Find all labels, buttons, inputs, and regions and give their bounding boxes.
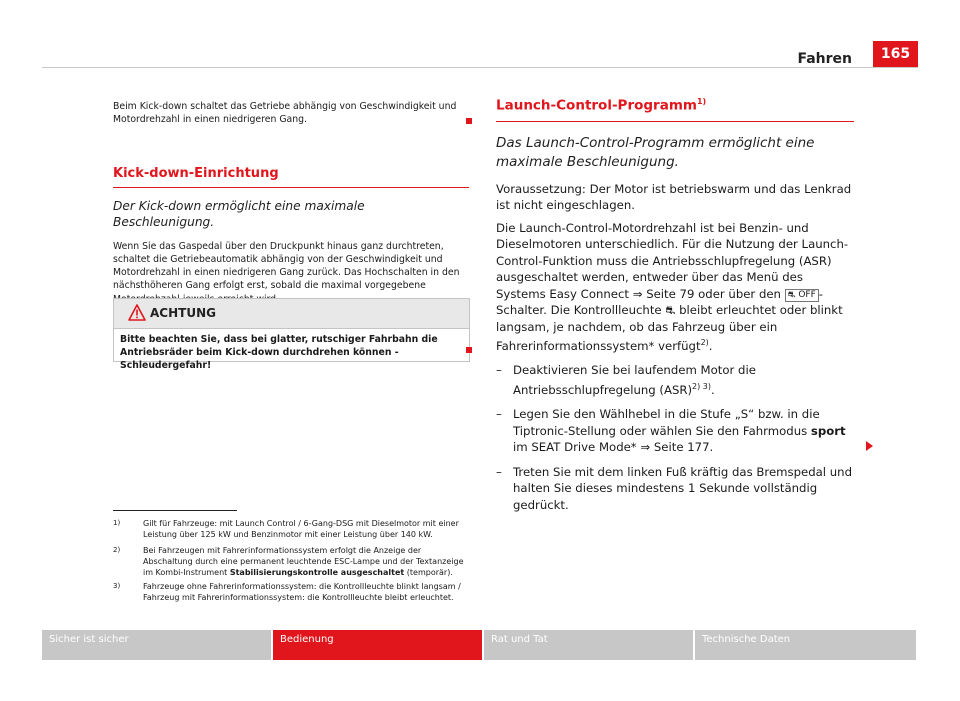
right-column — [496, 97, 854, 513]
step-3-text: Treten Sie mit dem linken Fuß kräftig das Bremspedal und halten Sie dieses mindestens 1 Sekunde vollständig gedrückt. — [513, 464, 853, 512]
footnote-2-text-b: (temporär). — [406, 568, 453, 577]
step-3 — [496, 464, 854, 514]
step-2-text-b: im SEAT Drive Mode* ⇒ Seite 177. — [513, 440, 714, 455]
step-dash: – — [496, 464, 502, 479]
intro-text: Beim Kick-down schaltet das Getriebe abhängig von Geschwindigkeit und Motordrehzahl in einen niedrigeren Gang. — [113, 101, 457, 126]
launch-description — [496, 220, 854, 355]
step-1-text-main: Deaktivieren Sie bei laufendem Motor die Antriebsschlupfregelung (ASR) — [513, 363, 756, 397]
launch-description-b: -Schalter. Die Kontrollleuchte ⛐ bleibt erleuchtet oder blinkt langsam, je nachdem, ob das Fahrzeug über ein Fahrerinformationssystem* verfügt — [496, 286, 843, 353]
footnote-1-text: Gilt für Fahrzeuge: mit Launch Control / 6-Gang-DSG mit Dieselmotor mit einer Leistung über 125 kW und Benzinmotor mit einer Leistung über 140 kW. — [143, 519, 459, 539]
footnote-ref-2: 2) — [700, 338, 709, 347]
footnote-2-text-a: Bei Fahrzeugen mit Fahrerinformationssystem erfolgt die Anzeige der Abschaltung durch eine permanent leuchtende ESC-Lampe und der Textanzeige im Kombi-Instrument — [143, 546, 464, 577]
tab-sicher-ist-sicher[interactable]: Sicher ist sicher — [42, 630, 271, 660]
tab-bedienung[interactable]: Bedienung — [273, 630, 482, 660]
warning-triangle-icon — [128, 304, 146, 321]
footnote-1-number: 1) — [113, 519, 121, 527]
section-end-mark — [466, 118, 472, 124]
step-2-mode-sport: sport — [810, 423, 846, 438]
footnote-2 — [113, 545, 473, 578]
header-rule — [42, 67, 918, 68]
section-body-kickdown: Wenn Sie das Gaspedal über den Druckpunkt hinaus ganz durchtreten, schaltet die Getriebeautomatik abhängig von der Geschwindigkeit und Motordrehzahl in einen niedrigeren Gang zurück. Das Hochschalten in den nächsthöheren Gang erfolgt erst, sobald die maximal vorgegebene — [113, 240, 460, 292]
section-lead-launch-control: Das Launch-Control-Programm ermöglicht eine maximale Beschleunigung. — [496, 134, 815, 170]
step-1-text-end: . — [711, 382, 715, 397]
step-2 — [496, 406, 854, 456]
section-title-launch-control-text: Launch-Control-Programm — [496, 97, 697, 114]
page-number: 165 — [873, 41, 918, 67]
footnote-2-bold: Stabilisierungskontrolle ausgeschaltet — [229, 568, 405, 577]
warning-end-mark — [466, 347, 472, 353]
footnote-2-number: 2) — [113, 546, 121, 554]
section-lead-kickdown: Der Kick-down ermöglicht eine maximale Beschleunigung. — [113, 198, 365, 229]
step-1 — [496, 362, 854, 398]
footnote-2-text — [143, 545, 473, 578]
warning-text: Bitte beachten Sie, dass bei glatter, rutschiger Fahrbahn die Antriebsräder beim Kick-down durchdrehen können - Schleudergefahr! — [120, 334, 438, 371]
warning-header — [114, 299, 469, 329]
asr-off-key: ⛐ OFF — [785, 289, 819, 302]
launch-precondition: Voraussetzung: Der Motor ist betriebswarm und das Lenkrad ist nicht eingeschlagen. — [496, 181, 852, 212]
launch-description-end: . — [708, 338, 713, 353]
footnote-ref-2-3: 2) 3) — [692, 381, 712, 391]
step-dash: – — [496, 407, 502, 422]
footnote-3 — [113, 581, 473, 603]
step-1-text — [513, 362, 854, 398]
section-title-kickdown: Kick-down-Einrichtung — [113, 166, 469, 188]
step-2-text-a: Legen Sie den Wählhebel in die Stufe „S“ bzw. in die Tiptronic-Stellung oder wählen Sie den Fahrmodus — [513, 407, 820, 438]
section-title-launch-control — [496, 97, 854, 122]
step-dash: – — [496, 363, 502, 378]
launch-description-a: Die Launch-Control-Motordrehzahl ist bei Benzin- und Dieselmotoren unterschiedlich. Für die Nutzung der Launch-Control-Funktion muss die Antriebsschlupfregelung (ASR) ausgeschaltet werden, entweder über das Menü des Systems Easy Connect ⇒ Seite 79 oder über den — [496, 220, 849, 301]
tab-rat-und-tat[interactable]: Rat und Tat — [484, 630, 693, 660]
tab-technische-daten[interactable]: Technische Daten — [695, 630, 916, 660]
footnote-rule — [113, 510, 237, 511]
chapter-nav — [42, 630, 918, 660]
step-2-text — [513, 406, 854, 456]
warning-label: ACHTUNG — [150, 306, 216, 320]
page-title: Fahren — [797, 51, 852, 67]
footnote-3-text: Fahrzeuge ohne Fahrerinformationssystem: die Kontrollleuchte blinkt langsam / Fahrzeug mit Fahrerinformationssystem: die Kontrollleuchte bleibt erleuchtet. — [143, 582, 461, 602]
continue-arrow-icon — [866, 441, 873, 451]
footnote-ref-1: 1) — [696, 97, 707, 106]
left-column — [113, 100, 469, 306]
footnote-1 — [113, 518, 473, 540]
footnote-3-number: 3) — [113, 582, 121, 590]
warning-box — [113, 298, 470, 371]
